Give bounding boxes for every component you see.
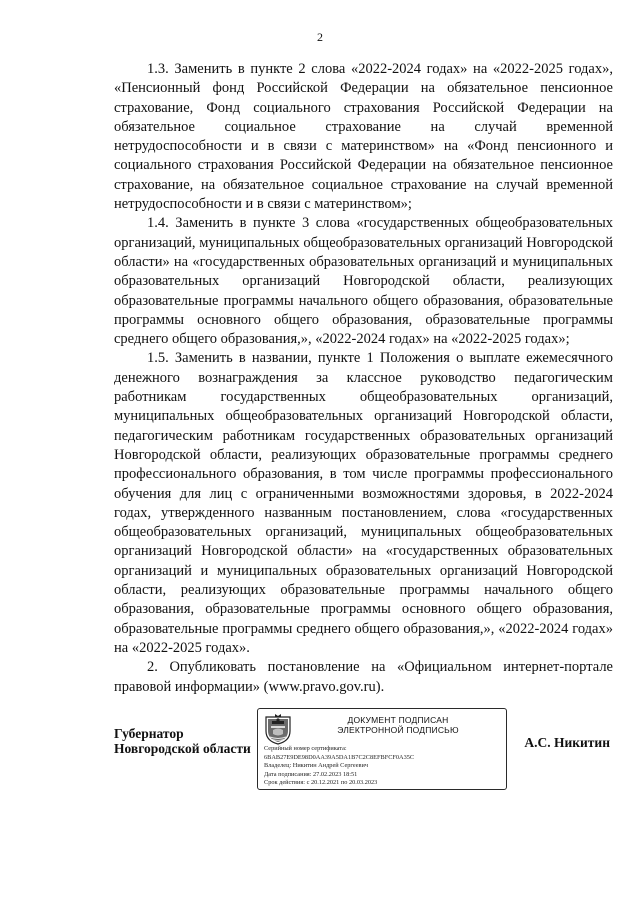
stamp-header	[298, 715, 498, 735]
stamp-serial-value: 6BAB27E9DE98D0AA39A5DA1B7C2C8EFBFCF0A35C	[264, 753, 415, 761]
stamp-header-line-1: ДОКУМЕНТ ПОДПИСАН	[347, 715, 449, 725]
paragraph-1-4: 1.4. Заменить в пункте 3 слова «государственных общеобразовательных организаций, муниципальных общеобразовательных организаций Новгородской области» на «государственных образовательных организаций и муниципальных образовательных организаций Новгородской области, реализующих образовательные программы начального общего образования, образовательные программы основного общего образования, образовательные программы среднего общего образования,», «2022-2024 годах» на «2022-2025 годах»;	[114, 215, 613, 348]
signer-name: А.С. Никитин	[524, 735, 610, 750]
novgorod-coat-of-arms-icon	[264, 713, 292, 745]
stamp-signed-date: Дата подписания: 27.02.2023 18:51	[264, 770, 358, 778]
stamp-validity: Срок действия: с 20.12.2021 по 20.03.2023	[264, 779, 378, 787]
page-number: 2	[317, 30, 323, 44]
document-body	[114, 60, 613, 697]
paragraph-2: 2. Опубликовать постановление на «Официальном интернет-портале правовой информации» (www.pravo.gov.ru).	[114, 659, 613, 695]
electronic-signature-stamp	[257, 708, 507, 790]
stamp-serial-label: Серийный номер сертификата:	[264, 745, 347, 752]
paragraph-1-5: 1.5. Заменить в названии, пункте 1 Положения о выплате ежемесячного денежного вознаграждения за классное руководство педагогическим работникам государственных общеобразовательных организаций, муниципальных общеобразовательных организаций Новгородской области, педагогическим работникам государственных образовательных организаций Новгородской области, реализующих образовательные программы среднего профессионального образования, в том числе программы профессионального обучения для лиц с ограниченными возможностями здоровья, в 2022-2024 годах, утвержденного названным постановлением, слова «государственных общеобразовательных организаций, муниципальных общеобразовательных организаций Новгородской области» на «государственных образовательных организаций и муниципальных образовательных организаций Новгородской области, реализующих образовательные программы начального общего образования, образовательные программы основного общего образования, образовательные программы среднего общего образования,», «2022-2024 годах» на «2022-2025 годах».	[114, 350, 613, 656]
stamp-owner: Владелец: Никитин Андрей Сергеевич	[264, 762, 369, 770]
paragraph-1-3: 1.3. Заменить в пункте 2 слова «2022-2024 годах» на «2022-2025 годах», «Пенсионный фонд Российской Федерации на обязательное пенсионное страхование, Фонд социального страхования Российской Федерации на обязательное социальное страхование на случай временной нетрудоспособности и в связи с материнством» на «Фонд пенсионного и социального страхования Российской Федерации на обязательное пенсионное страхование, на обязательное социальное страхование на случай временной нетрудоспособности и в связи с материнством»;	[114, 61, 613, 213]
stamp-header-line-2: ЭЛЕКТРОННОЙ ПОДПИСЬЮ	[337, 725, 459, 735]
signature-block	[114, 708, 613, 792]
stamp-details	[264, 745, 504, 788]
signer-title	[114, 726, 251, 756]
signer-title-line-2: Новгородской области	[114, 741, 251, 756]
signer-title-line-1: Губернатор	[114, 726, 184, 741]
